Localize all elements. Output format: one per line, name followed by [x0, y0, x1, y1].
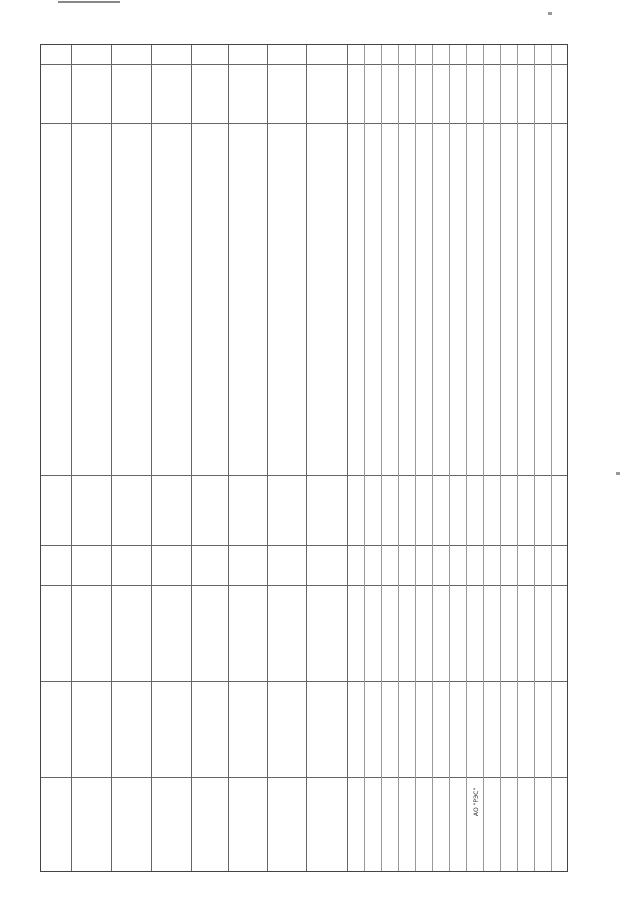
table-column-divider — [398, 45, 399, 871]
table-column-divider — [517, 45, 518, 871]
table-row-divider — [41, 545, 567, 546]
table-column-divider — [432, 45, 433, 871]
table-row-divider — [41, 475, 567, 476]
table-column-divider — [228, 45, 229, 871]
table-column-divider — [381, 45, 382, 871]
scan-artifact-line — [58, 1, 120, 3]
table-column-divider — [500, 45, 501, 871]
table-row-divider — [41, 585, 567, 586]
table-row-divider — [41, 123, 567, 124]
table-column-divider — [551, 45, 552, 871]
table-row-divider — [41, 777, 567, 778]
table-column-divider — [364, 45, 365, 871]
org-label: АО "РЭС" — [473, 787, 480, 817]
table-column-divider — [415, 45, 416, 871]
table-column-divider — [306, 45, 307, 871]
scan-artifact-dot — [616, 472, 620, 475]
rotated-data-table — [40, 44, 568, 872]
table-row-divider — [41, 64, 567, 65]
table-column-divider — [71, 45, 72, 871]
table-row-divider — [41, 681, 567, 682]
table-column-divider — [191, 45, 192, 871]
table-column-divider — [267, 45, 268, 871]
table-column-divider — [534, 45, 535, 871]
table-column-divider — [483, 45, 484, 871]
scan-artifact-dot — [548, 12, 552, 15]
table-column-divider — [449, 45, 450, 871]
table-column-divider — [111, 45, 112, 871]
table-column-divider — [151, 45, 152, 871]
table-column-divider — [466, 45, 467, 871]
table-column-divider — [347, 45, 348, 871]
